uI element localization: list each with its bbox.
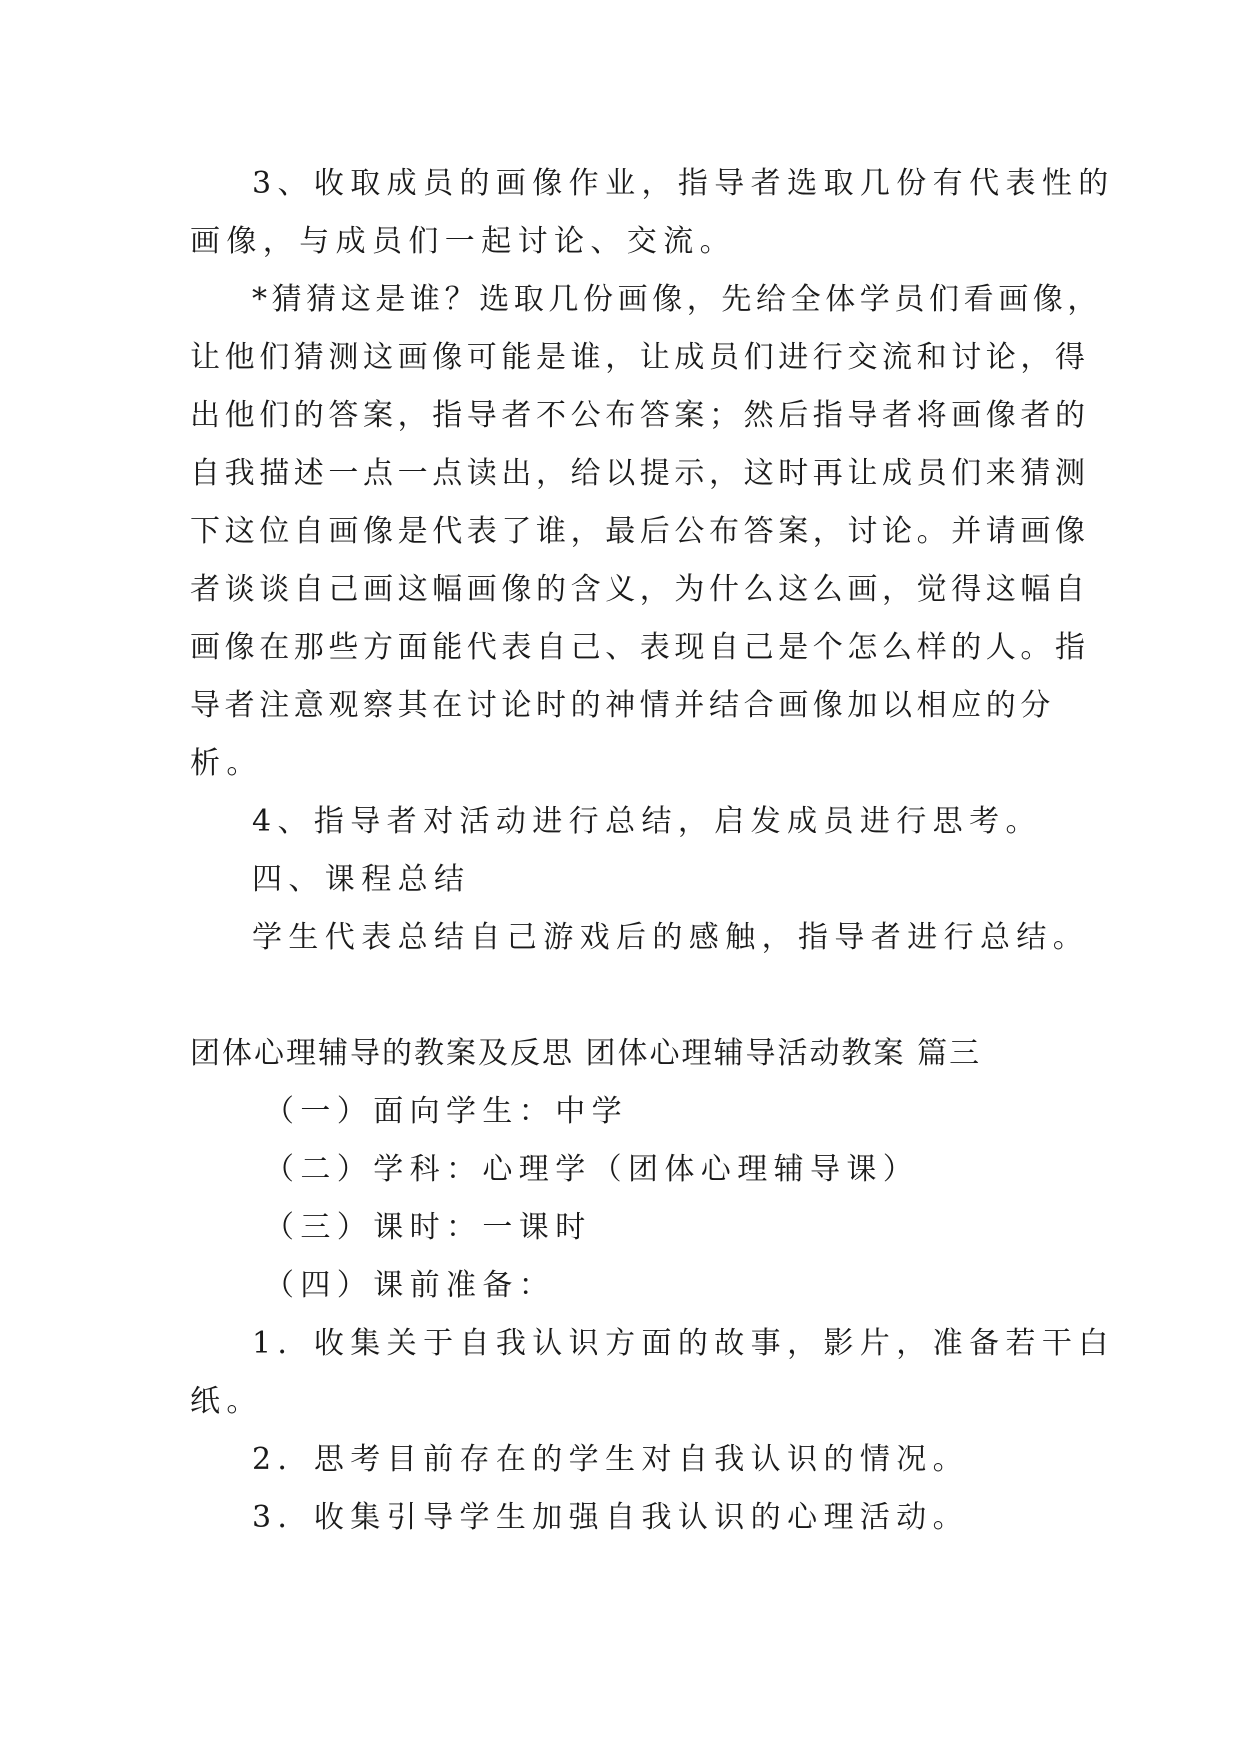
class-hours: （三）课时：一课时 <box>264 1210 592 1245</box>
summary-paragraph: 学生代表总结自己游戏后的感触，指导者进行总结。 <box>252 920 1090 955</box>
prep3: 3．收集引导学生加强自我认识的心理活动。 <box>252 1500 970 1535</box>
section-title: 团体心理辅导的教案及反思 团体心理辅导活动教案 篇三 <box>190 1036 982 1071</box>
prep1-line1: 1．收集关于自我认识方面的故事，影片，准备若干白 <box>252 1326 1115 1361</box>
preparation-heading: （四）课前准备： <box>264 1268 556 1303</box>
item3-line1: 3、收取成员的画像作业，指导者选取几份有代表性的 <box>252 166 1115 201</box>
guess-line2: 让他们猜测这画像可能是谁，让成员们进行交流和讨论，得 <box>190 340 1090 375</box>
guess-line6: 者谈谈自己画这幅画像的含义，为什么这么画，觉得这幅自 <box>190 572 1090 607</box>
guess-line5: 下这位自画像是代表了谁，最后公布答案，讨论。并请画像 <box>190 514 1090 549</box>
guess-line4: 自我描述一点一点读出，给以提示，这时再让成员们来猜测 <box>190 456 1090 491</box>
item3-line2: 画像，与成员们一起讨论、交流。 <box>190 224 736 259</box>
guess-line7: 画像在那些方面能代表自己、表现自己是个怎么样的人。指 <box>190 630 1090 665</box>
guess-line3: 出他们的答案，指导者不公布答案；然后指导者将画像者的 <box>190 398 1090 433</box>
guess-line9: 析。 <box>190 746 263 781</box>
prep2: 2．思考目前存在的学生对自我认识的情况。 <box>252 1442 970 1477</box>
target-students: （一）面向学生：中学 <box>264 1094 628 1129</box>
guess-line1: *猜猜这是谁？选取几份画像，先给全体学员们看画像， <box>252 282 1102 317</box>
subject: （二）学科：心理学（团体心理辅导课） <box>264 1152 920 1187</box>
item4: 4、指导者对活动进行总结，启发成员进行思考。 <box>252 804 1042 839</box>
guess-line8: 导者注意观察其在讨论时的神情并结合画像加以相应的分 <box>190 688 1055 723</box>
prep1-line2: 纸。 <box>190 1384 263 1419</box>
heading-course-summary: 四、课程总结 <box>252 862 471 897</box>
